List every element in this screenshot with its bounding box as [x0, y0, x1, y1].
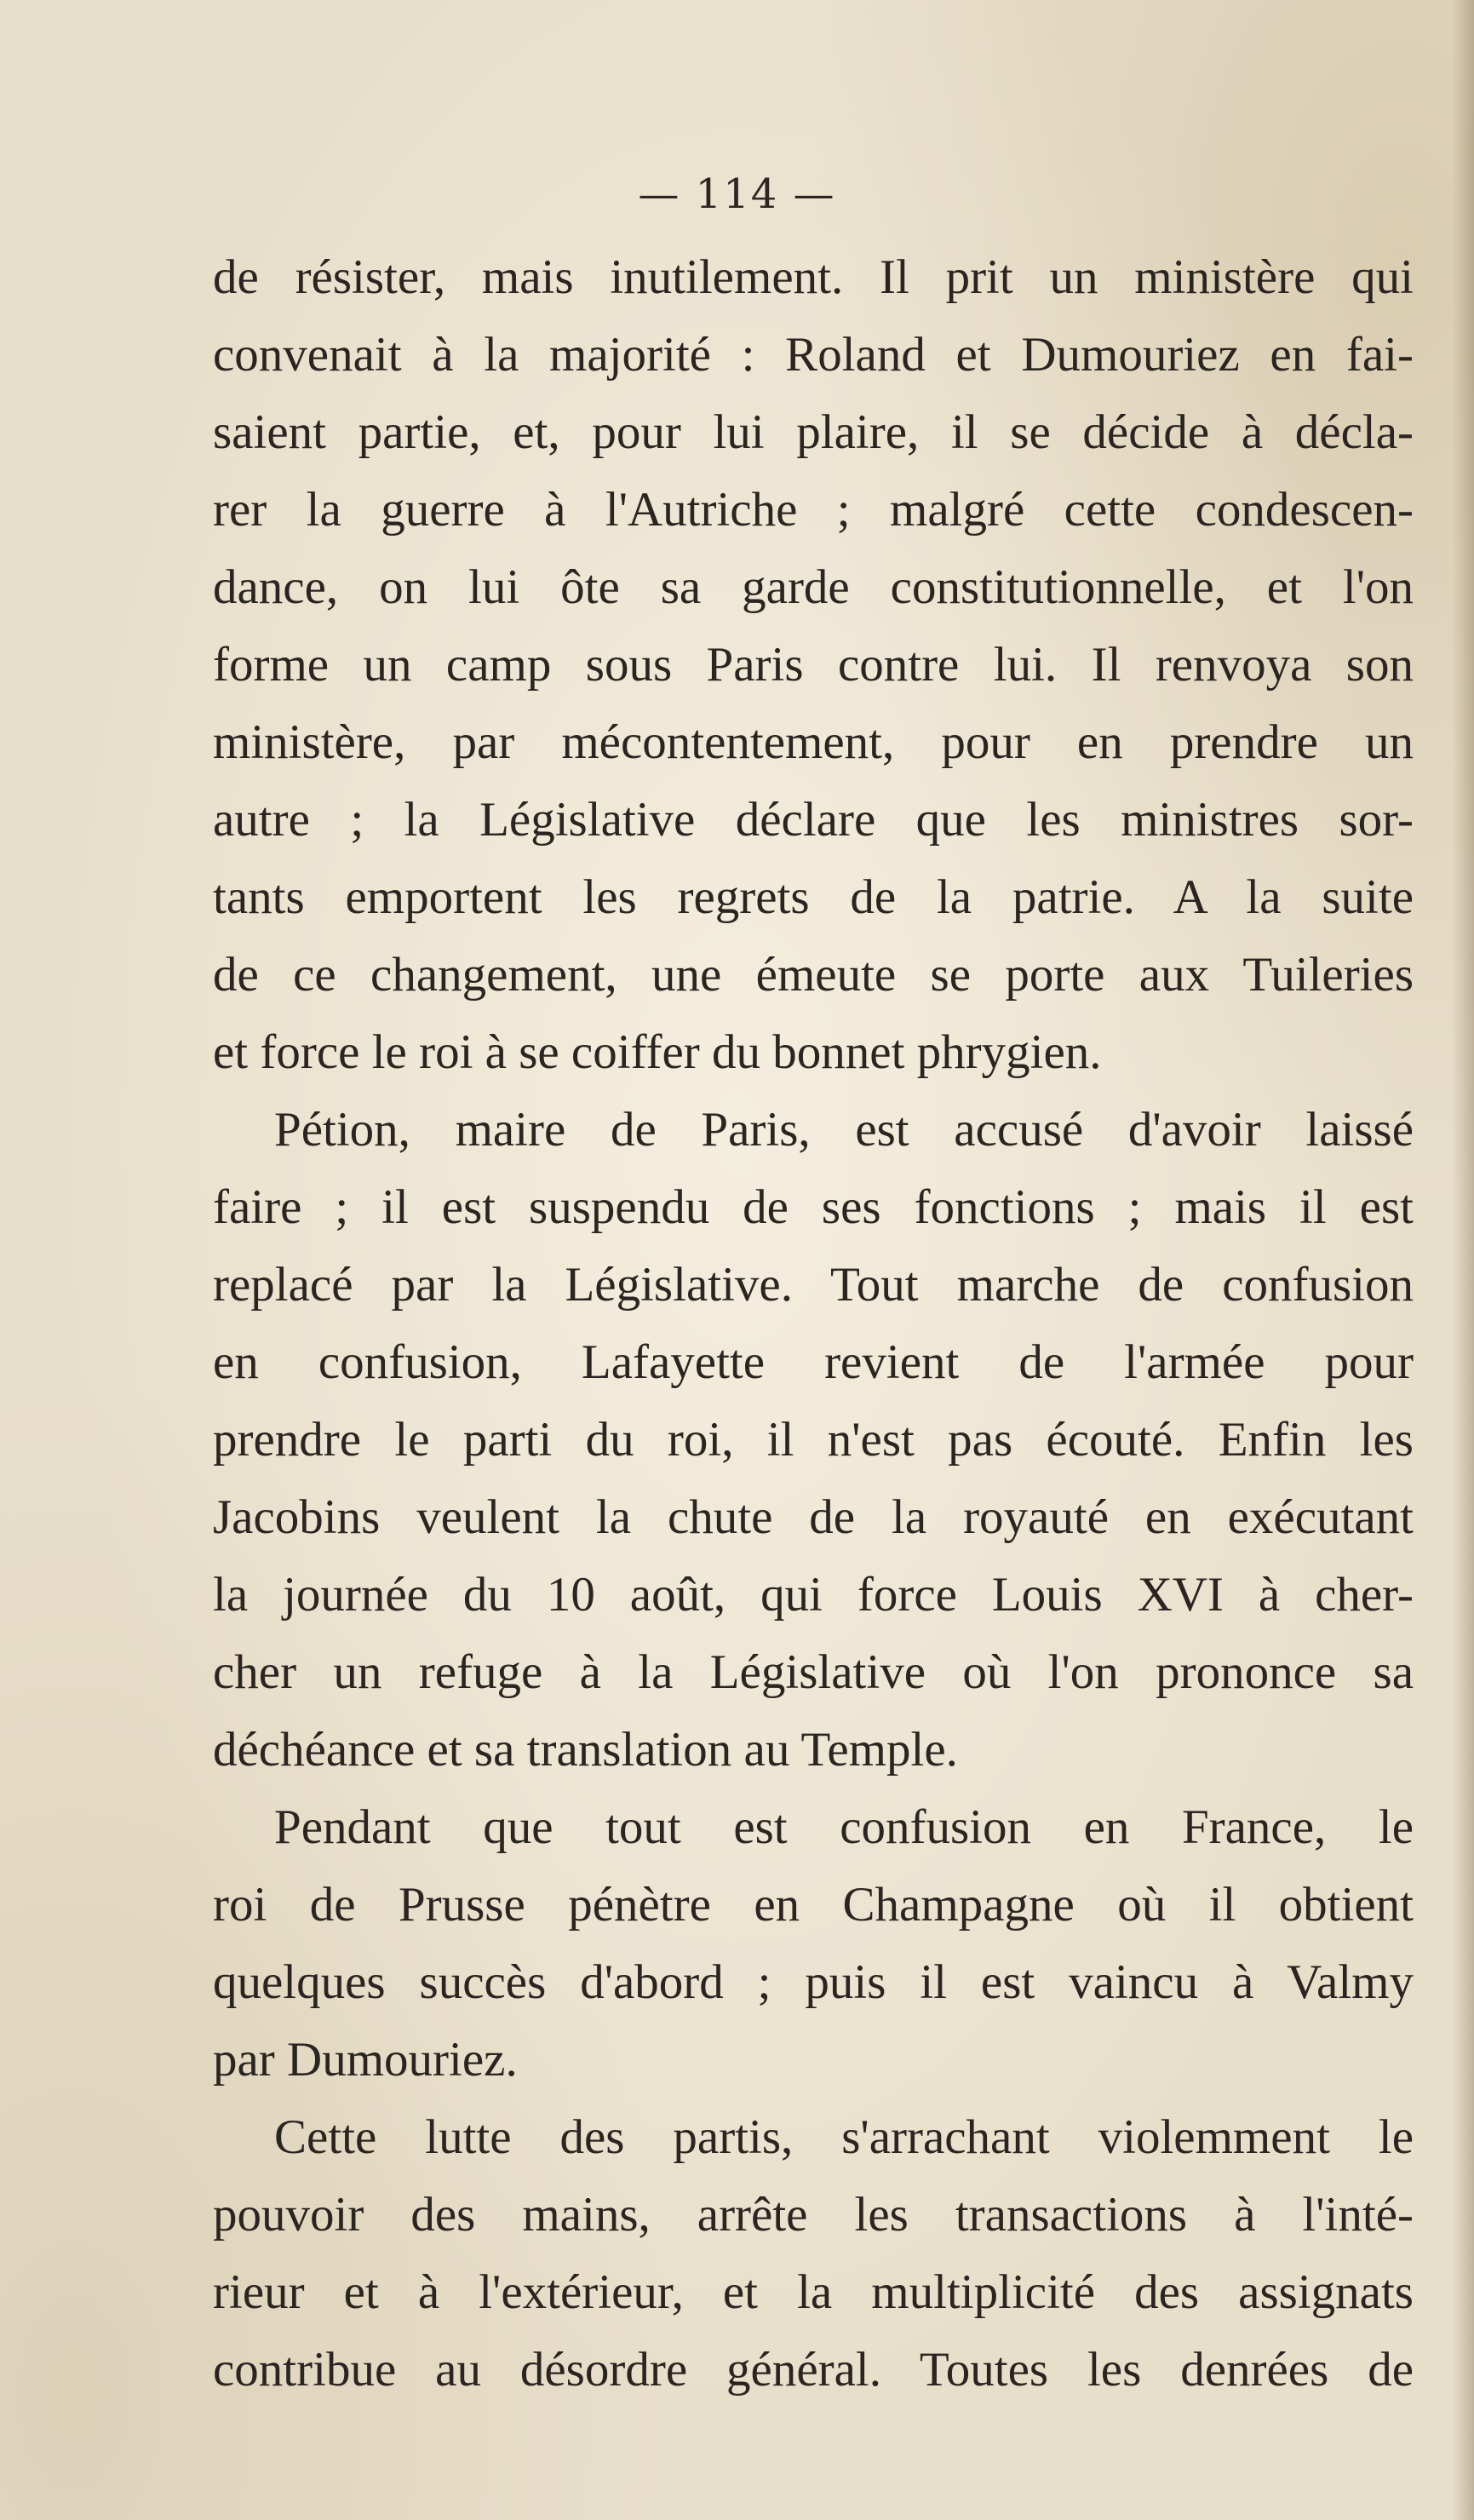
- text-line: ministère, par mécontentement, pour en prendre un: [213, 715, 1414, 769]
- paragraph-start-line: Cette lutte des partis, s'arrachant violemment le: [274, 2110, 1414, 2164]
- text-line: déchéance et sa translation au Temple.: [213, 1723, 958, 1777]
- text-line: rer la guerre à l'Autriche ; malgré cette condescen-: [213, 483, 1414, 537]
- body-text: [213, 238, 1414, 2408]
- text-line: roi de Prusse pénètre en Champagne où il obtient: [213, 1878, 1414, 1932]
- paragraph-start-line: Pétion, maire de Paris, est accusé d'avoir laissé: [274, 1103, 1414, 1157]
- text-line: la journée du 10 août, qui force Louis XVI à cher-: [213, 1568, 1414, 1622]
- text-line: Jacobins veulent la chute de la royauté en exécutant: [213, 1490, 1414, 1544]
- text-line: saient partie, et, pour lui plaire, il se décide à décla-: [213, 405, 1414, 459]
- text-line: de résister, mais inutilement. Il prit un ministère qui: [213, 250, 1414, 304]
- text-line: replacé par la Législative. Tout marche de confusion: [213, 1258, 1414, 1312]
- text-line: en confusion, Lafayette revient de l'armée pour: [213, 1335, 1414, 1389]
- text-line: dance, on lui ôte sa garde constitutionnelle, et l'on: [213, 560, 1414, 614]
- text-line: prendre le parti du roi, il n'est pas écouté. Enfin les: [213, 1413, 1414, 1467]
- text-line: de ce changement, une émeute se porte aux Tuileries: [213, 948, 1414, 1002]
- text-line: quelques succès d'abord ; puis il est vaincu à Valmy: [213, 1955, 1414, 2009]
- text-line: tants emportent les regrets de la patrie. A la suite: [213, 870, 1414, 924]
- text-line: par Dumouriez.: [213, 2033, 518, 2087]
- text-line: forme un camp sous Paris contre lui. Il renvoya son: [213, 638, 1414, 692]
- text-line: contribue au désordre général. Toutes les denrées de: [213, 2343, 1414, 2397]
- page-edge-shadow: [1452, 0, 1474, 2520]
- text-line: autre ; la Législative déclare que les ministres sor-: [213, 793, 1414, 847]
- paragraph-start-line: Pendant que tout est confusion en France, le: [274, 1800, 1414, 1854]
- text-line: faire ; il est suspendu de ses fonctions ; mais il est: [213, 1180, 1414, 1234]
- text-line: convenait à la majorité : Roland et Dumouriez en fai-: [213, 328, 1414, 382]
- text-line: rieur et à l'extérieur, et la multiplicité des assignats: [213, 2265, 1414, 2319]
- page-number: — 114 —: [638, 170, 836, 218]
- text-line: pouvoir des mains, arrête les transactions à l'inté-: [213, 2188, 1414, 2242]
- text-line: et force le roi à se coiffer du bonnet phrygien.: [213, 1025, 1102, 1079]
- text-line: cher un refuge à la Législative où l'on prononce sa: [213, 1645, 1414, 1699]
